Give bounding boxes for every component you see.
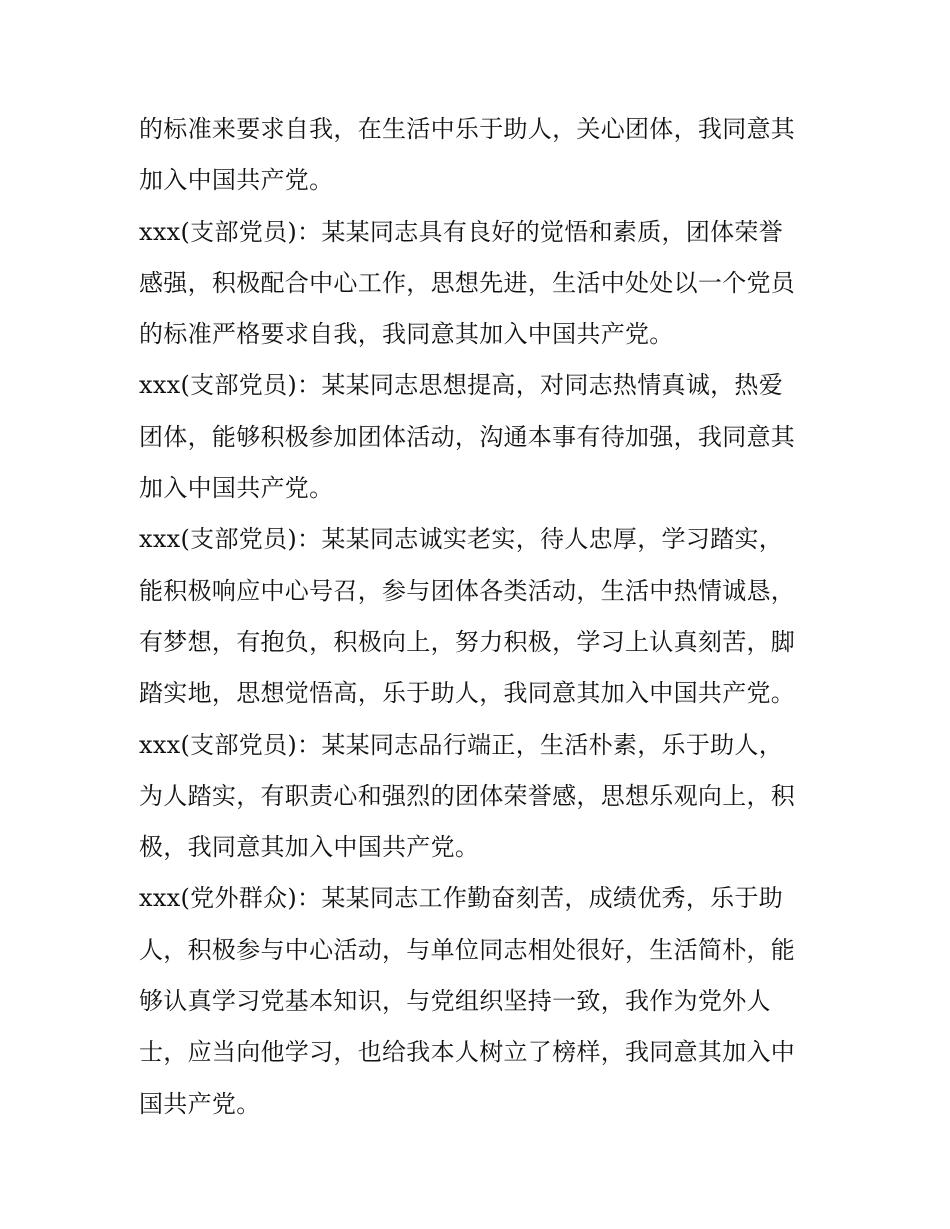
text-line: xxx(支部党员)：某某同志诚实老实，待人忠厚，学习踏实， <box>139 525 784 554</box>
text-line: 团体，能够积极参加团体活动，沟通本事有待加强，我同意其 <box>139 422 796 451</box>
text-line: 的标准严格要求自我，我同意其加入中国共产党。 <box>139 320 674 349</box>
text-line: 国共产党。 <box>139 1089 261 1118</box>
text-line: 士，应当向他学习，也给我本人树立了榜样，我同意其加入中 <box>139 1038 796 1067</box>
text-line: xxx(党外群众)：某某同志工作勤奋刻苦，成绩优秀，乐于助 <box>139 884 784 913</box>
text-line: 有梦想，有抱负，积极向上，努力积极，学习上认真刻苦，脚 <box>139 627 796 656</box>
document-body <box>139 104 819 1130</box>
text-line: xxx(支部党员)：某某同志思想提高，对同志热情真诚，热爱 <box>139 371 784 400</box>
text-line: 踏实地，思想觉悟高，乐于助人，我同意其加入中国共产党。 <box>139 679 796 708</box>
text-line: 极，我同意其加入中国共产党。 <box>139 833 480 862</box>
text-line: xxx(支部党员)：某某同志具有良好的觉悟和素质，团体荣誉 <box>139 217 784 246</box>
text-line: xxx(支部党员)：某某同志品行端正，生活朴素，乐于助人， <box>139 730 784 759</box>
text-line: 的标准来要求自我，在生活中乐于助人，关心团体，我同意其 <box>139 115 796 143</box>
text-line: 为人踏实，有职责心和强烈的团体荣誉感，思想乐观向上，积 <box>139 781 796 810</box>
text-line: 加入中国共产党。 <box>139 166 334 195</box>
text-line: 够认真学习党基本知识，与党组织坚持一致，我作为党外人 <box>139 987 771 1016</box>
text-line: 加入中国共产党。 <box>139 474 334 503</box>
text-line: 人，积极参与中心活动，与单位同志相处很好，生活简朴，能 <box>139 935 796 964</box>
text-line: 感强，积极配合中心工作，思想先进，生活中处处以一个党员 <box>139 268 796 297</box>
text-line: 能积极响应中心号召，参与团体各类活动，生活中热情诚恳， <box>139 576 796 605</box>
